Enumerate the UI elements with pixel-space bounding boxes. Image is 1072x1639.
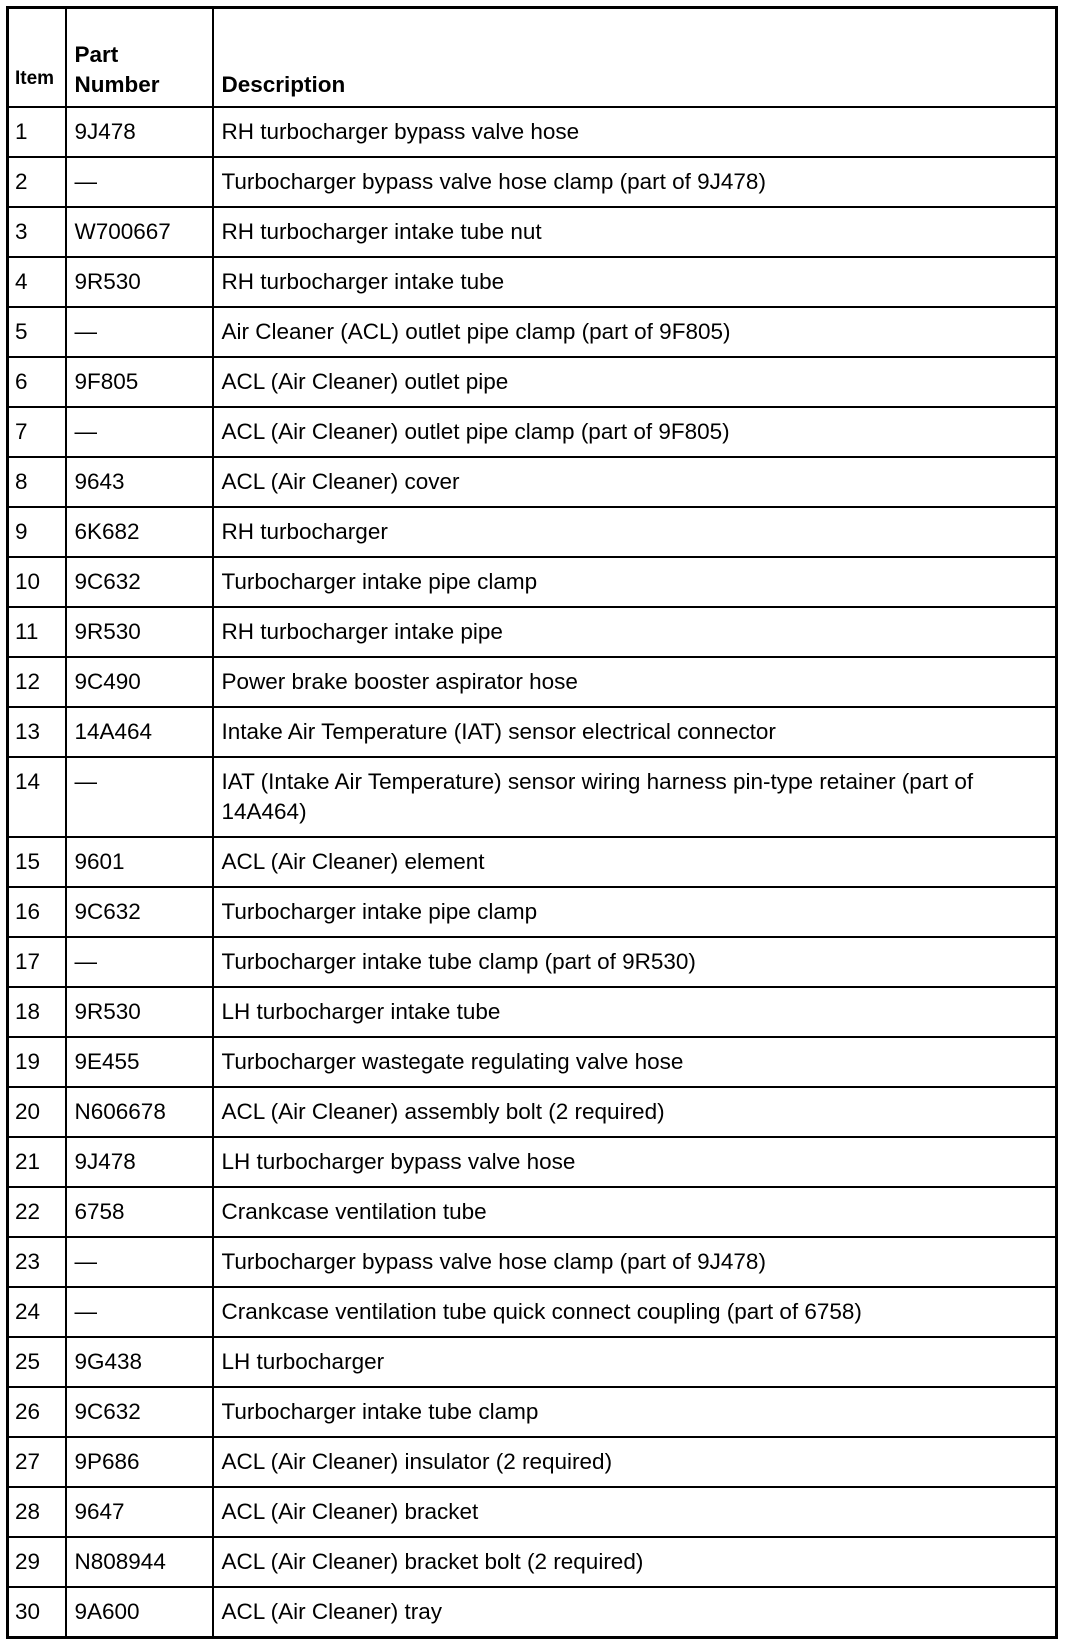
part-number-cell: 9J478 — [66, 107, 213, 157]
table-row — [8, 1387, 1057, 1437]
header-row — [8, 8, 1057, 108]
header-item: Item — [8, 8, 66, 108]
description-cell: ACL (Air Cleaner) insulator (2 required) — [213, 1437, 1057, 1487]
item-cell: 11 — [8, 607, 66, 657]
table-row — [8, 657, 1057, 707]
item-cell: 4 — [8, 257, 66, 307]
description-cell: ACL (Air Cleaner) outlet pipe clamp (part of 9F805) — [213, 407, 1057, 457]
item-cell: 15 — [8, 837, 66, 887]
header-part-number — [66, 8, 213, 108]
part-number-cell: 9R530 — [66, 607, 213, 657]
header-part-line2: Number — [74, 72, 160, 97]
item-cell: 7 — [8, 407, 66, 457]
table-row — [8, 257, 1057, 307]
table-row — [8, 987, 1057, 1037]
table-row — [8, 607, 1057, 657]
item-cell: 13 — [8, 707, 66, 757]
part-number-cell: — — [66, 1237, 213, 1287]
table-row — [8, 1287, 1057, 1337]
table-row — [8, 1587, 1057, 1638]
table-row — [8, 1537, 1057, 1587]
item-cell: 26 — [8, 1387, 66, 1437]
table-row — [8, 1337, 1057, 1387]
table-row — [8, 407, 1057, 457]
part-number-cell: 9C632 — [66, 557, 213, 607]
part-number-cell: N606678 — [66, 1087, 213, 1137]
description-cell: ACL (Air Cleaner) bracket — [213, 1487, 1057, 1537]
item-cell: 9 — [8, 507, 66, 557]
table-row — [8, 1437, 1057, 1487]
description-cell: ACL (Air Cleaner) bracket bolt (2 required) — [213, 1537, 1057, 1587]
table-row — [8, 207, 1057, 257]
item-cell: 24 — [8, 1287, 66, 1337]
description-cell: Power brake booster aspirator hose — [213, 657, 1057, 707]
description-cell: ACL (Air Cleaner) outlet pipe — [213, 357, 1057, 407]
table-row — [8, 1187, 1057, 1237]
part-number-cell: 9A600 — [66, 1587, 213, 1638]
part-number-cell: — — [66, 757, 213, 837]
item-cell: 12 — [8, 657, 66, 707]
item-cell: 5 — [8, 307, 66, 357]
table-row — [8, 1087, 1057, 1137]
part-number-cell: — — [66, 407, 213, 457]
table-row — [8, 707, 1057, 757]
item-cell: 10 — [8, 557, 66, 607]
table-row — [8, 557, 1057, 607]
description-cell: Turbocharger bypass valve hose clamp (part of 9J478) — [213, 157, 1057, 207]
description-cell: LH turbocharger bypass valve hose — [213, 1137, 1057, 1187]
header-description: Description — [213, 8, 1057, 108]
description-cell: ACL (Air Cleaner) element — [213, 837, 1057, 887]
description-cell: IAT (Intake Air Temperature) sensor wiring harness pin-type retainer (part of 14A464) — [213, 757, 1057, 837]
table-row — [8, 1237, 1057, 1287]
item-cell: 30 — [8, 1587, 66, 1638]
item-cell: 2 — [8, 157, 66, 207]
table-header — [8, 8, 1057, 108]
table-row — [8, 1037, 1057, 1087]
part-number-cell: 9F805 — [66, 357, 213, 407]
description-cell: RH turbocharger intake tube nut — [213, 207, 1057, 257]
item-cell: 1 — [8, 107, 66, 157]
description-cell: RH turbocharger intake tube — [213, 257, 1057, 307]
item-cell: 21 — [8, 1137, 66, 1187]
table-row — [8, 307, 1057, 357]
table-row — [8, 757, 1057, 837]
table-row — [8, 157, 1057, 207]
table-row — [8, 457, 1057, 507]
description-cell: Turbocharger intake pipe clamp — [213, 887, 1057, 937]
part-number-cell: — — [66, 1287, 213, 1337]
description-cell: ACL (Air Cleaner) assembly bolt (2 required) — [213, 1087, 1057, 1137]
item-cell: 28 — [8, 1487, 66, 1537]
part-number-cell: — — [66, 937, 213, 987]
item-cell: 8 — [8, 457, 66, 507]
table-row — [8, 887, 1057, 937]
description-cell: RH turbocharger intake pipe — [213, 607, 1057, 657]
item-cell: 22 — [8, 1187, 66, 1237]
table-body — [8, 107, 1057, 1638]
part-number-cell: 9C490 — [66, 657, 213, 707]
table-row — [8, 1137, 1057, 1187]
description-cell: Turbocharger wastegate regulating valve hose — [213, 1037, 1057, 1087]
part-number-cell: N808944 — [66, 1537, 213, 1587]
part-number-cell: 9C632 — [66, 887, 213, 937]
description-cell: ACL (Air Cleaner) cover — [213, 457, 1057, 507]
description-cell: RH turbocharger bypass valve hose — [213, 107, 1057, 157]
part-number-cell: 9643 — [66, 457, 213, 507]
part-number-cell: 9647 — [66, 1487, 213, 1537]
part-number-cell: 9R530 — [66, 257, 213, 307]
part-number-cell: 9E455 — [66, 1037, 213, 1087]
item-cell: 14 — [8, 757, 66, 837]
part-number-cell: 9C632 — [66, 1387, 213, 1437]
description-cell: ACL (Air Cleaner) tray — [213, 1587, 1057, 1638]
description-cell: RH turbocharger — [213, 507, 1057, 557]
item-cell: 25 — [8, 1337, 66, 1387]
part-number-cell: 9601 — [66, 837, 213, 887]
part-number-cell: 6758 — [66, 1187, 213, 1237]
part-number-cell: 6K682 — [66, 507, 213, 557]
table-row — [8, 937, 1057, 987]
description-cell: Turbocharger bypass valve hose clamp (part of 9J478) — [213, 1237, 1057, 1287]
description-cell: Turbocharger intake tube clamp — [213, 1387, 1057, 1437]
item-cell: 23 — [8, 1237, 66, 1287]
parts-table — [6, 6, 1058, 1639]
description-cell: Turbocharger intake tube clamp (part of 9R530) — [213, 937, 1057, 987]
item-cell: 16 — [8, 887, 66, 937]
table-row — [8, 107, 1057, 157]
item-cell: 17 — [8, 937, 66, 987]
item-cell: 29 — [8, 1537, 66, 1587]
description-cell: Intake Air Temperature (IAT) sensor electrical connector — [213, 707, 1057, 757]
item-cell: 19 — [8, 1037, 66, 1087]
table-row — [8, 837, 1057, 887]
item-cell: 20 — [8, 1087, 66, 1137]
part-number-cell: W700667 — [66, 207, 213, 257]
part-number-cell: — — [66, 307, 213, 357]
table-row — [8, 357, 1057, 407]
description-cell: Turbocharger intake pipe clamp — [213, 557, 1057, 607]
part-number-cell: 9G438 — [66, 1337, 213, 1387]
description-cell: Air Cleaner (ACL) outlet pipe clamp (part of 9F805) — [213, 307, 1057, 357]
item-cell: 27 — [8, 1437, 66, 1487]
part-number-cell: 14A464 — [66, 707, 213, 757]
part-number-cell: — — [66, 157, 213, 207]
description-cell: Crankcase ventilation tube — [213, 1187, 1057, 1237]
item-cell: 6 — [8, 357, 66, 407]
item-cell: 18 — [8, 987, 66, 1037]
description-cell: LH turbocharger — [213, 1337, 1057, 1387]
part-number-cell: 9R530 — [66, 987, 213, 1037]
table-row — [8, 1487, 1057, 1537]
part-number-cell: 9J478 — [66, 1137, 213, 1187]
part-number-cell: 9P686 — [66, 1437, 213, 1487]
table-row — [8, 507, 1057, 557]
header-part-line1: Part — [74, 42, 119, 67]
description-cell: Crankcase ventilation tube quick connect coupling (part of 6758) — [213, 1287, 1057, 1337]
description-cell: LH turbocharger intake tube — [213, 987, 1057, 1037]
item-cell: 3 — [8, 207, 66, 257]
